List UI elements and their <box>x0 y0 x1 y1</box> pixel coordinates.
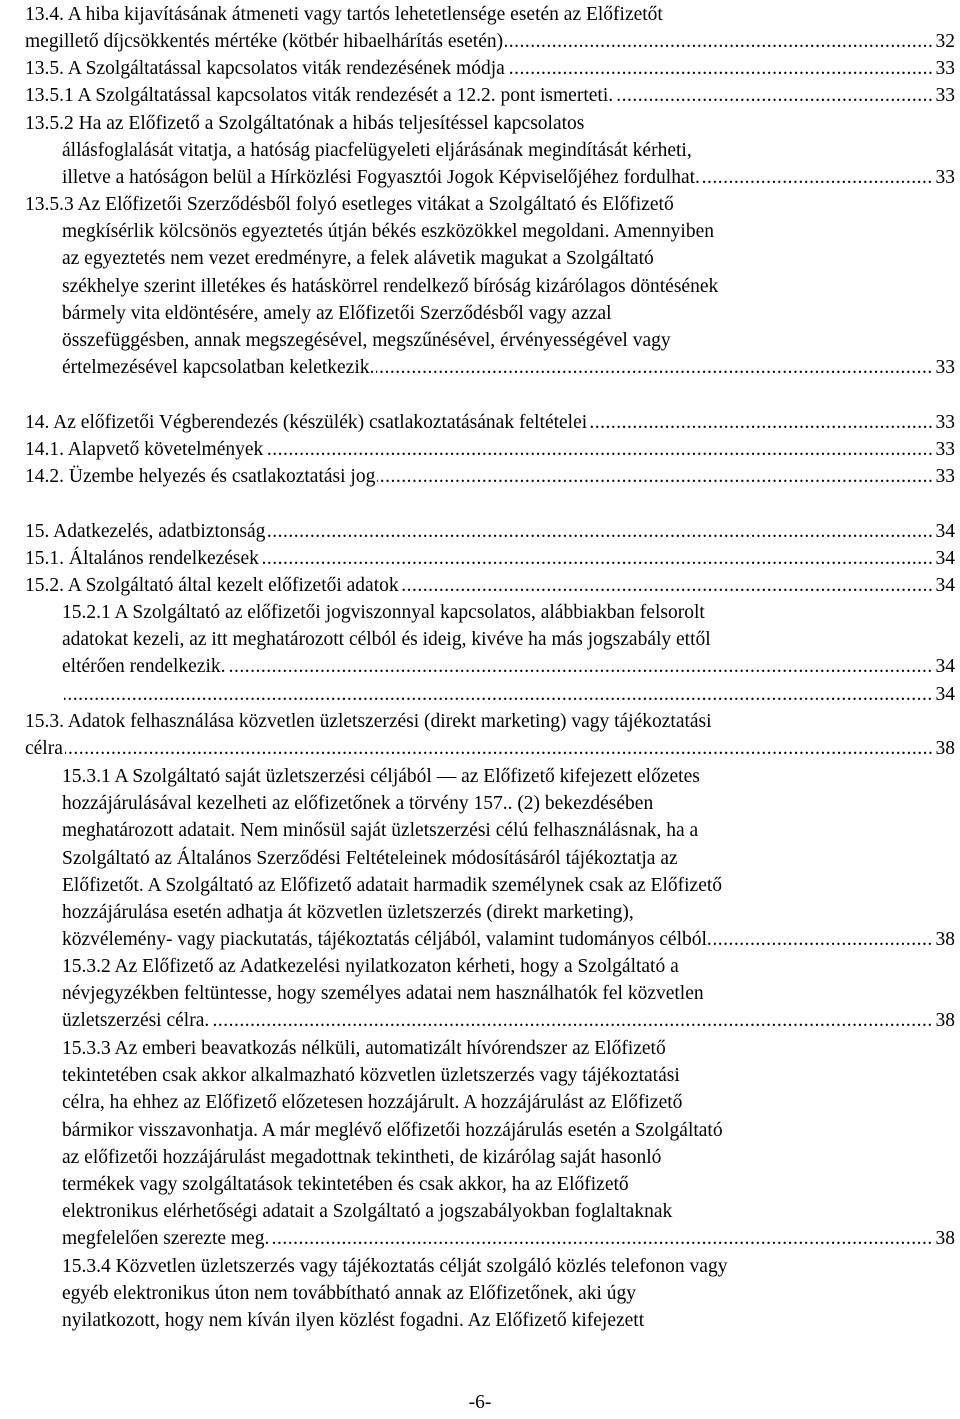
toc-entry-text: 14. Az előfizetői Végberendezés (készülék) csatlakoztatásának feltételei <box>25 412 588 433</box>
toc-entry-text: hozzájárulásával kezelheti az előfizetőnek a törvény 157.. (2) bekezdésében <box>62 793 654 815</box>
toc-entry-text: 15.1. Általános rendelkezések <box>25 548 259 569</box>
toc-entry-text: illetve a hatóságon belül a Hírközlési Fogyasztói Jogok Képviselőjéhez fordulhat. <box>62 167 700 189</box>
toc-entry-text <box>62 684 64 705</box>
dot-leader <box>25 735 955 762</box>
toc-entry-text: nyilatkozott, hogy nem kíván ilyen közlést fogadni. Az Előfizető kifejezett <box>62 1310 645 1332</box>
toc-page-number: 34 <box>934 681 956 708</box>
toc-entry-text: eltérően rendelkezik. <box>62 656 226 678</box>
toc-entry-text: elektronikus elérhetőségi adatait a Szolgáltató a jogszabályokban foglaltaknak <box>62 1201 673 1223</box>
toc-page-number: 33 <box>934 164 956 191</box>
page-number: -6- <box>468 1392 492 1413</box>
toc-entry-text: megillető díjcsökkentés mértéke (kötbér hibaelhárítás esetén) <box>25 31 504 53</box>
toc-page-number: 38 <box>934 1007 956 1034</box>
toc-page-number: 33 <box>934 55 956 82</box>
toc-page-number: 34 <box>934 653 956 680</box>
toc-page-number: 33 <box>934 82 956 109</box>
toc-entry-text: bármikor visszavonhatja. A már meglévő előfizetői hozzájárulás esetén a Szolgáltató <box>62 1119 723 1141</box>
toc-page-number: 38 <box>934 735 956 762</box>
toc-page-number: 34 <box>934 545 956 572</box>
toc-entry-text: Előfizetőt. A Szolgáltató az Előfizető adatait harmadik személynek csak az Előfizető <box>62 874 723 896</box>
toc-entry-text: az egyeztetés nem vezet eredményre, a felek alávetik magukat a Szolgáltató <box>62 248 654 270</box>
toc-entry-text: névjegyzékben feltüntesse, hogy személyes adatai nem használhatók fel közvetlen <box>62 983 704 1005</box>
toc-page-number: 38 <box>934 926 956 953</box>
toc-entry-text: célra <box>25 738 63 760</box>
toc-entry-text: közvélemény- vagy piackutatás, tájékoztatás céljából, valamint tudományos célból. <box>62 929 712 951</box>
toc-entry-text: egyéb elektronikus úton nem továbbítható annak az Előfizetőnek, aki úgy <box>62 1283 636 1305</box>
toc-page-number: 34 <box>934 518 956 545</box>
toc-page-number: 33 <box>934 354 956 381</box>
toc-entry-text: üzletszerzési célra. <box>62 1010 210 1032</box>
toc-entry-text: székhelye szerint illetékes és hatáskörrel rendelkező bíróság kizárólagos döntésének <box>62 275 719 297</box>
toc-entry-text: állásfoglalását vitatja, a hatóság piacfelügyeleti eljárásának megindítását kérheti, <box>62 140 692 162</box>
toc-entry-text: bármely vita eldöntésére, amely az Előfizetői Szerződésből vagy azzal <box>62 302 612 324</box>
toc-page-number: 32 <box>934 28 956 55</box>
toc-entry-text: 14.1. Alapvető követelmények <box>25 439 264 460</box>
toc-entry-text: 15.3.3 Az emberi beavatkozás nélküli, automatizált hívórendszer az Előfizető <box>62 1038 666 1059</box>
toc-entry-text: 15. Adatkezelés, adatbiztonság <box>25 521 266 542</box>
toc-entry-text: adatokat kezeli, az itt meghatározott célból és ideig, kivéve ha más jogszabály ettől <box>62 629 711 651</box>
toc-entry-text: 13.5.3 Az Előfizetői Szerződésből folyó esetleges vitákat a Szolgáltató és Előfizető <box>25 194 674 215</box>
toc-entry-text: meghatározott adatait. Nem minősül saját üzletszerzési célú felhasználásnak, ha a <box>62 820 699 842</box>
toc-entry-text: 13.4. A hiba kijavításának átmeneti vagy tartós lehetetlensége esetén az Előfizetőt <box>25 4 663 25</box>
toc-entry-text: megfelelően szerezte meg. <box>62 1228 270 1250</box>
toc-entry-text: 15.3.4 Közvetlen üzletszerzés vagy tájékoztatás célját szolgáló közlés telefonon vagy <box>62 1256 728 1277</box>
toc-entry-text: értelmezésével kapcsolatban keletkezik. <box>62 357 375 379</box>
toc-entry-text: 13.5.2 Ha az Előfizető a Szolgáltatónak a hibás teljesítéssel kapcsolatos <box>25 113 585 134</box>
toc-entry-text: hozzájárulása esetén adhatja át közvetlen üzletszerzés (direkt marketing), <box>62 902 634 923</box>
toc-entry-text: célra, ha ehhez az Előfizető előzetesen hozzájárult. A hozzájárulást az Előfizető <box>62 1092 683 1114</box>
dot-leader <box>62 681 955 708</box>
toc-entry-text: összefüggésben, annak megszegésével, megszűnésével, érvényességével vagy <box>62 330 671 351</box>
toc-entry-text: 15.2. A Szolgáltató által kezelt előfizetői adatok <box>25 575 399 596</box>
toc-page-number: 38 <box>934 1225 956 1252</box>
toc-entry-text: megkísérlik kölcsönös egyeztetés útján békés eszközökkel megoldani. Amennyiben <box>62 221 714 243</box>
toc-entry-text: 15.3.1 A Szolgáltató saját üzletszerzési céljából — az Előfizető kifejezett előzetes <box>62 766 700 787</box>
toc-entry-text: az előfizetői hozzájárulást megadottnak tekintheti, de kizárólag saját hasonló <box>62 1146 662 1168</box>
toc-entry-text: 14.2. Üzembe helyezés és csatlakoztatási jog <box>25 466 376 487</box>
toc-entry-text: 15.2.1 A Szolgáltató az előfizetői jogviszonnyal kapcsolatos, alábbiakban felsorolt <box>62 602 705 623</box>
toc-page-number: 33 <box>934 463 956 490</box>
toc-entry-text: 13.5. A Szolgáltatással kapcsolatos viták rendezésének módja <box>25 58 505 79</box>
toc-page-number: 34 <box>934 572 956 599</box>
toc-page-number: 33 <box>934 409 956 436</box>
toc-entry-text: tekintetében csak akkor alkalmazható közvetlen üzletszerzés vagy tájékoztatási <box>62 1065 680 1087</box>
toc-entry-text: termékek vagy szolgáltatások tekintetében és csak akkor, ha az Előfizető <box>62 1174 629 1195</box>
toc-entry-text: 13.5.1 A Szolgáltatással kapcsolatos viták rendezését a 12.2. pont ismerteti. <box>25 85 614 106</box>
toc-entry-text: 15.3. Adatok felhasználása közvetlen üzletszerzési (direkt marketing) vagy tájékoztatási <box>25 711 712 732</box>
toc-entry-text: Szolgáltató az Általános Szerződési Feltételeinek módosításáról tájékoztatja az <box>62 847 678 869</box>
toc-entry-text: 15.3.2 Az Előfizető az Adatkezelési nyilatkozaton kérheti, hogy a Szolgáltató a <box>62 956 679 977</box>
toc-page-number: 33 <box>934 436 956 463</box>
